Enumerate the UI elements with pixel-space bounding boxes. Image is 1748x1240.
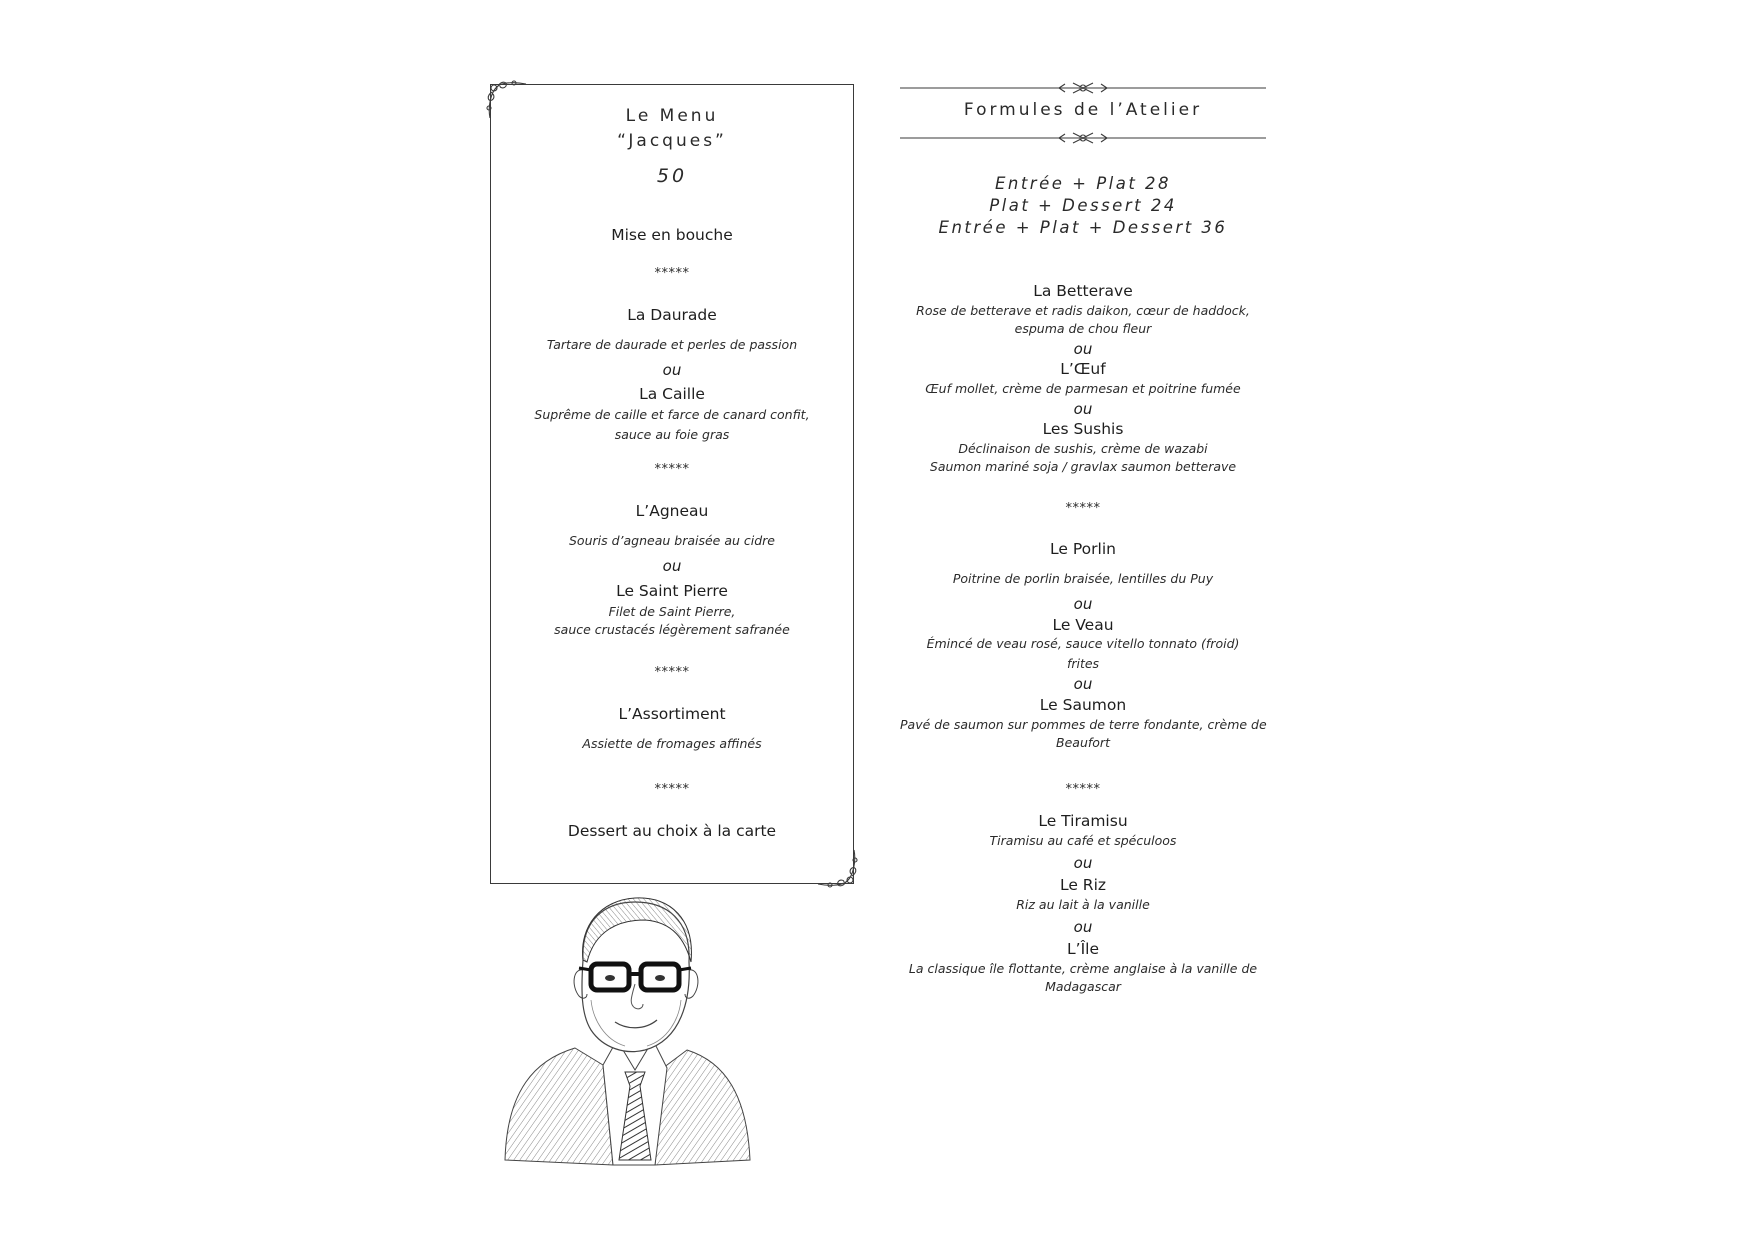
course-name: Le Veau: [1052, 616, 1114, 634]
course-desc: Tiramisu au café et spéculoos: [989, 833, 1177, 848]
course-desc: Émincé de veau rosé, sauce vitello tonnato (froid): [926, 636, 1240, 651]
course-desc: Suprême de caille et farce de canard confit,: [534, 407, 810, 422]
course-desc: Riz au lait à la vanille: [1016, 897, 1150, 912]
course-desc: frites: [1066, 656, 1100, 671]
course-name: Le Porlin: [1050, 540, 1116, 558]
course-name: L’Œuf: [1060, 360, 1106, 378]
separator: *****: [654, 782, 690, 797]
formula-price: Plat + Dessert 24: [989, 196, 1177, 215]
separator: *****: [654, 665, 690, 680]
course-name: La Daurade: [627, 306, 717, 324]
course-desc: Filet de Saint Pierre,: [608, 604, 736, 619]
course-desc: Assiette de fromages affinés: [582, 736, 762, 751]
course-desc: Déclinaison de sushis, crème de wazabi: [958, 441, 1208, 456]
or-label: ou: [1073, 340, 1093, 358]
course-desc: sauce crustacés légèrement safranée: [554, 622, 790, 637]
course-name: Le Saint Pierre: [616, 582, 728, 600]
course-name: La Betterave: [1033, 282, 1133, 300]
menu-price: 50: [656, 165, 688, 187]
chef-portrait-sketch-icon: [495, 890, 775, 1170]
or-label: ou: [1073, 595, 1093, 613]
course-desc: Œuf mollet, crème de parmesan et poitrine fumée: [925, 381, 1241, 396]
formules-title: Formules de l’Atelier: [963, 100, 1203, 120]
course-desc: Saumon mariné soja / gravlax saumon betterave: [929, 459, 1237, 474]
or-label: ou: [662, 557, 682, 575]
course-dessert: Dessert au choix à la carte: [567, 822, 777, 840]
separator: *****: [1065, 501, 1101, 516]
course-name: Le Saumon: [1039, 696, 1127, 714]
course-name: L’Assortiment: [618, 705, 726, 723]
formula-price: Entrée + Plat + Dessert 36: [938, 218, 1228, 237]
course-name: L’Agneau: [635, 502, 709, 520]
separator: *****: [1065, 782, 1101, 797]
course-desc: Beaufort: [1056, 735, 1110, 750]
or-label: ou: [1073, 918, 1093, 936]
menu-title: Le Menu: [625, 106, 719, 126]
course-desc: Madagascar: [1045, 979, 1121, 994]
course-desc: Rose de betterave et radis daikon, cœur de haddock,: [916, 303, 1250, 318]
course-name: Le Riz: [1059, 876, 1107, 894]
course-amuse: Mise en bouche: [611, 226, 733, 244]
menu-jacques: [490, 0, 854, 900]
course-desc: Poitrine de porlin braisée, lentilles du Puy: [952, 571, 1214, 586]
formules-atelier: [900, 0, 1266, 1010]
course-desc: espuma de chou fleur: [1014, 321, 1152, 336]
or-label: ou: [1073, 400, 1093, 418]
course-desc: Tartare de daurade et perles de passion: [546, 337, 798, 352]
formula-price: Entrée + Plat 28: [994, 174, 1172, 193]
course-name: L’Île: [1067, 940, 1099, 958]
course-name: La Caille: [639, 385, 705, 403]
or-label: ou: [1073, 854, 1093, 872]
course-desc: Souris d’agneau braisée au cidre: [568, 533, 775, 548]
or-label: ou: [662, 361, 682, 379]
course-desc: La classique île flottante, crème anglaise à la vanille de: [908, 961, 1258, 976]
course-name: Le Tiramisu: [1038, 812, 1128, 830]
or-label: ou: [1073, 675, 1093, 693]
menu-name: “Jacques”: [617, 131, 727, 151]
separator: *****: [654, 462, 690, 477]
separator: *****: [654, 266, 690, 281]
course-name: Les Sushis: [1042, 420, 1124, 438]
course-desc: Pavé de saumon sur pommes de terre fondante, crème de: [900, 717, 1267, 732]
course-desc: sauce au foie gras: [614, 427, 730, 442]
